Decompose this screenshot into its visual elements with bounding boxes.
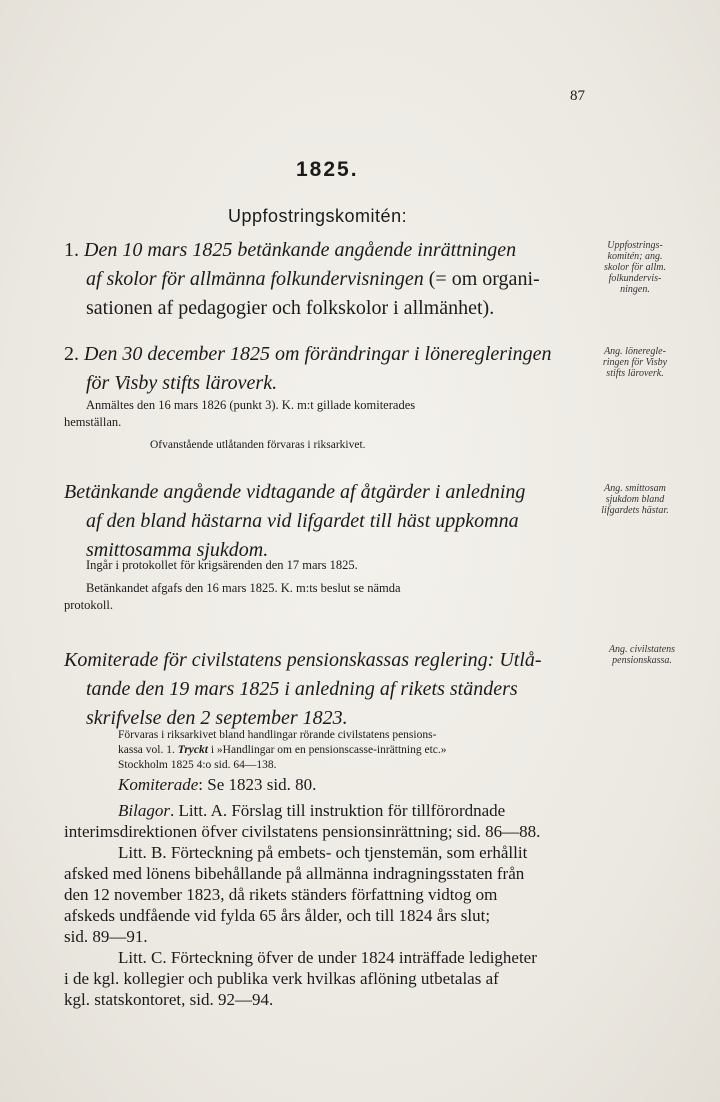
- item-1-line-1: [64, 236, 582, 265]
- litt-b-line-2: afsked med lönens bibehållande på allmänna indragningsstaten från: [64, 864, 525, 883]
- note-text: kassa vol. 1.: [118, 744, 178, 756]
- margin-line: sjukdom bland: [605, 494, 665, 505]
- section-2-note-2: Betänkandet afgafs den 16 mars 1825. K. m:ts beslut se nämda: [86, 581, 401, 595]
- item-1-title-part-1: Den 10 mars 1825 betänkande angående inrättningen: [84, 239, 517, 261]
- litt-c-line-2: i de kgl. kollegier och publika verk hvilkas aflöning utbetalas af: [64, 969, 499, 988]
- section-2-notes: [64, 557, 584, 614]
- komiterade-text: : Se 1823 sid. 80.: [198, 775, 317, 794]
- item-1-title-part-2: af skolor för allmänna folkundervisningen: [86, 268, 424, 290]
- litt-b-line-4: afskeds undfående vid fylda 65 års ålder, och till 1824 års slut;: [64, 906, 491, 925]
- item-2-note-3: Ofvanstående utlåtanden förvaras i riksarkivet.: [150, 439, 366, 451]
- margin-line: Ang. smittosam: [604, 483, 666, 494]
- section-3-margin-note: [600, 644, 684, 666]
- item-2-margin-note: [596, 346, 674, 379]
- item-1-line-2-rest: (= om organi-: [423, 268, 540, 290]
- section-3-title-line-1: Komiterade för civilstatens pensionskassas reglering: Utlå-: [64, 649, 542, 671]
- section-2-title-line-2: af den bland hästarna vid lifgardet till häst uppkomna: [86, 510, 519, 532]
- litt-b-line-5: sid. 89—91.: [64, 927, 148, 946]
- section-pension-fund: [64, 646, 592, 733]
- bilagor-line-2: interimsdirektionen öfver civilstatens pensionsinrättning; sid. 86—88.: [64, 822, 541, 841]
- bilagor-label: Bilagor: [118, 801, 170, 820]
- item-1-line-2: [64, 265, 582, 294]
- note-text: i »Handlingar om en pensionscasse-inrättning etc.»: [207, 744, 447, 756]
- margin-line: stifts läroverk.: [606, 368, 664, 379]
- litt-b-line-3: den 12 november 1823, då rikets ständers författning vidtog om: [64, 885, 498, 904]
- margin-line: folkundervis-: [608, 273, 662, 284]
- litt-c-line-3: kgl. statskontoret, sid. 92—94.: [64, 990, 274, 1009]
- item-2-title-part-1: Den 30 december 1825 om förändringar i löneregleringen: [84, 343, 552, 365]
- item-2-number: 2.: [64, 343, 79, 365]
- item-2-line-2: för Visby stifts läroverk.: [86, 372, 278, 394]
- item-2-notes: [64, 397, 584, 454]
- section-3-title-line-3: skrifvelse den 2 september 1823.: [86, 707, 348, 729]
- section-3-note-2: [64, 743, 604, 758]
- section-3-note-3: Stockholm 1825 4:o sid. 64—138.: [118, 759, 277, 771]
- margin-line: Ang. civilstatens: [608, 644, 676, 655]
- year-heading: 1825.: [296, 158, 359, 181]
- margin-line: komitén; ang.: [607, 251, 663, 262]
- litt-b-line-1: Litt. B. Förteckning på embets- och tjenstemän, som erhållit: [118, 843, 528, 862]
- section-2-title-line-1: Betänkande angående vidtagande af åtgärder i anledning: [64, 481, 526, 503]
- item-1-margin-note: [596, 240, 674, 295]
- section-2-note-1: Ingår i protokollet för krigsärenden den 17 mars 1825.: [86, 558, 358, 572]
- margin-line: skolor för allm.: [604, 262, 666, 273]
- item-2-note-1: Anmältes den 16 mars 1826 (punkt 3). K. m:t gillade komiterades: [86, 398, 416, 412]
- bilagor-block: [64, 800, 600, 1010]
- margin-line: ningen.: [620, 284, 650, 295]
- committee-heading: Uppfostringskomitén:: [228, 206, 408, 226]
- item-2: [64, 340, 582, 398]
- litt-c-line-1: Litt. C. Förteckning öfver de under 1824 inträffade ledigheter: [118, 948, 537, 967]
- item-1-number: 1.: [64, 239, 79, 261]
- bilagor-text: . Litt. A. Förslag till instruktion för tillförordnade: [169, 801, 506, 820]
- note-emphasis: Tryckt: [177, 744, 208, 756]
- section-3-note-1: Förvaras i riksarkivet bland handlingar rörande civilstatens pensions-: [118, 729, 437, 741]
- section-2-margin-note: [596, 483, 674, 516]
- section-3-notes: [64, 728, 604, 773]
- item-2-line-1: [64, 340, 582, 369]
- section-horse-disease: [64, 478, 582, 565]
- margin-line: pensionskassa.: [612, 655, 672, 666]
- section-2-note-3: protokoll.: [64, 598, 113, 612]
- item-1-line-3: sationen af pedagogier och folkskolor i allmänhet).: [86, 297, 495, 319]
- item-2-note-2: hemställan.: [64, 415, 122, 429]
- margin-line: Ang. lönereglе-: [604, 346, 666, 357]
- margin-line: lifgardets hästar.: [601, 505, 669, 516]
- komiterade-label: Komiterade: [118, 775, 199, 794]
- margin-line: Uppfostrings-: [607, 240, 663, 251]
- section-3-title-line-2: tande den 19 mars 1825 i anledning af rikets ständers: [86, 678, 518, 700]
- komiterade-line: [64, 774, 604, 795]
- page-number: 87: [570, 88, 585, 104]
- item-1: [64, 236, 582, 323]
- section-2-title-line-3: smittosamma sjukdom.: [86, 539, 269, 561]
- margin-line: ringen för Visby: [602, 357, 668, 368]
